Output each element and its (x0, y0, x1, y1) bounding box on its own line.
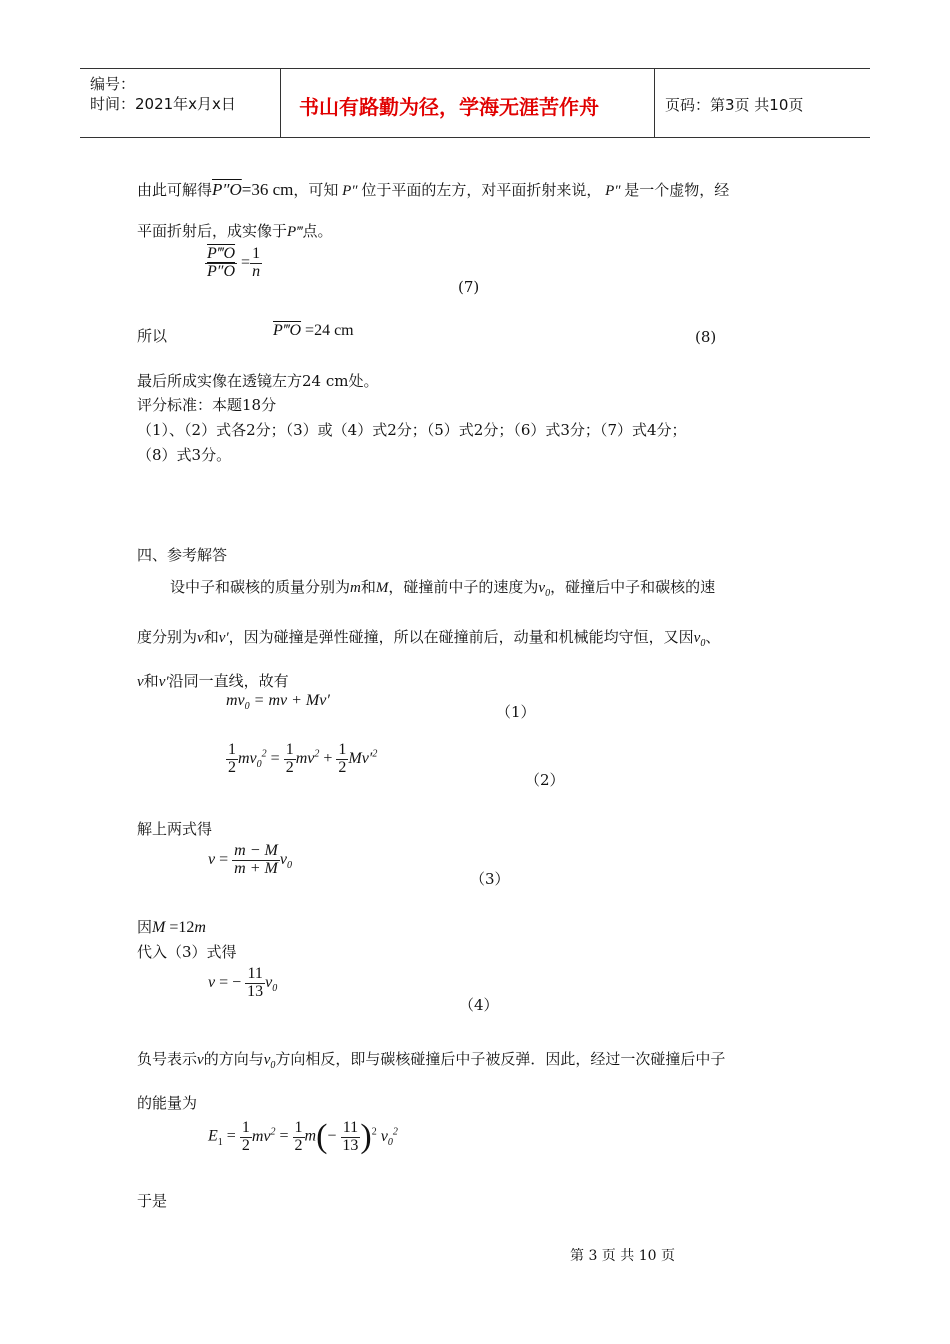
text: 和 (203, 628, 219, 646)
math-M: M (375, 580, 389, 596)
header-page-cell (655, 69, 870, 137)
equation-1: $mv_0$ = mv + Mv′ (226, 692, 330, 713)
equation-8: P‴O =24 cm (273, 322, 354, 339)
header-motto-cell (281, 69, 655, 137)
paragraph-solution (137, 180, 729, 200)
energy-label: 的能量为 (137, 1094, 198, 1112)
math-value: =36 cm (241, 180, 294, 199)
text: 负号表示 (137, 1050, 198, 1068)
text: 和 (143, 672, 159, 690)
motto: 书山有路勤为径，学海无涯苦作舟 (299, 95, 599, 119)
text: 点。 (302, 222, 333, 240)
header-meta (80, 69, 281, 137)
equation-7: $\frac{P‴O}{P''O}$ = $\frac{1}{n}$ (207, 245, 261, 280)
eq7-number: (7) (458, 278, 480, 296)
text: 度分别为 (137, 628, 198, 646)
substitute-label: 代入（3）式得 (137, 943, 237, 961)
eq2-number: （2） (525, 771, 565, 789)
text: 设中子和碳核的质量分别为 (170, 578, 351, 596)
math-p3: P‴ (287, 224, 303, 240)
text: ，碰撞后中子和碳核的速 (550, 578, 716, 596)
page-label: 页码：第3页 共10页 (665, 96, 804, 114)
text: 因 (137, 918, 153, 936)
text: ，可知 (293, 181, 339, 199)
math-v0: $v_0$ (263, 1052, 276, 1071)
text: 平面折射后，成实像于 (137, 222, 288, 240)
text: 由此可解得 (137, 181, 213, 199)
page-header (80, 68, 870, 138)
score-line-1: （1）、（2）式各2分；（3）或（4）式2分；（5）式2分；（6）式3分；（7）式4分； (137, 421, 687, 439)
s4-line-1 (170, 578, 715, 600)
because-line (137, 918, 206, 937)
math-vprime: v′ (158, 674, 169, 690)
text: 和 (360, 578, 376, 596)
score-title: 评分标准：本题18分 (137, 396, 277, 414)
s4-line-2 (137, 628, 720, 650)
so-label: 所以 (137, 327, 168, 345)
math-v0b: $v_0$ (693, 630, 706, 649)
math-v: v (197, 1052, 204, 1068)
text: ，碰撞前中子的速度为 (388, 578, 539, 596)
math-mass-ratio: M (152, 919, 166, 936)
math-eq: =12 (165, 919, 195, 936)
score-line-2: （8）式3分。 (137, 446, 232, 464)
math-m: m (350, 580, 361, 596)
solve-label: 解上两式得 (137, 820, 213, 838)
text: 、 (705, 628, 721, 646)
math-m: m (194, 919, 206, 936)
equation-2: $\frac{1}{2}$ $mv_0^2$ = $\frac{1}{2}$ $mv^2$ + $\frac{1}{2}$ $Mv'^2$ (228, 741, 378, 776)
equation-energy: $E_1$ = $\frac{1}{2}$ $mv^2$ = $\frac{1}{2}$ m(− $\frac{11}{13}$ )$^2$ $v_0^2$ (208, 1118, 398, 1155)
math-p2b: P″ (601, 183, 625, 199)
text: 的方向与 (203, 1050, 264, 1068)
math-po: P″O (212, 180, 242, 199)
section-4-title: 四、参考解答 (137, 546, 228, 564)
math-p2: P″ (338, 183, 362, 199)
eq3-number: （3） (470, 870, 510, 888)
eq4-number: （4） (459, 996, 499, 1014)
equation-4: v = − $\frac{11}{13}$ $v_0$ (208, 965, 278, 1000)
math-v: v (137, 674, 144, 690)
math-vprime: v′ (218, 630, 229, 646)
page-footer: 第 3 页 共 10 页 (570, 1248, 675, 1264)
number-label: 编号： (90, 75, 136, 93)
text: ，因为碰撞是弹性碰撞，所以在碰撞前后，动量和机械能均守恒，又因 (228, 628, 694, 646)
text: 方向相反，即与碳核碰撞后中子被反弹．因此，经过一次碰撞后中子 (275, 1050, 726, 1068)
equation-3: v = $\frac{m - M}{m + M}$ $v_0$ (208, 842, 292, 877)
math-v0: $v_0$ (538, 580, 551, 599)
thus-label: 于是 (137, 1192, 168, 1210)
time-label: 时间：2021年x月x日 (90, 95, 236, 113)
text: 是一个虚物，经 (624, 181, 730, 199)
s4-line-3 (137, 672, 289, 691)
math-v: v (197, 630, 204, 646)
paragraph-image (137, 222, 333, 241)
text: 位于平面的左方，对平面折射来说， (361, 181, 602, 199)
final-result: 最后所成实像在透镜左方24 cm处。 (137, 372, 379, 390)
eq1-number: （1） (496, 703, 536, 721)
text: 沿同一直线，故有 (168, 672, 289, 690)
eq8-number: (8) (695, 328, 717, 346)
negative-sign-line (137, 1050, 725, 1072)
